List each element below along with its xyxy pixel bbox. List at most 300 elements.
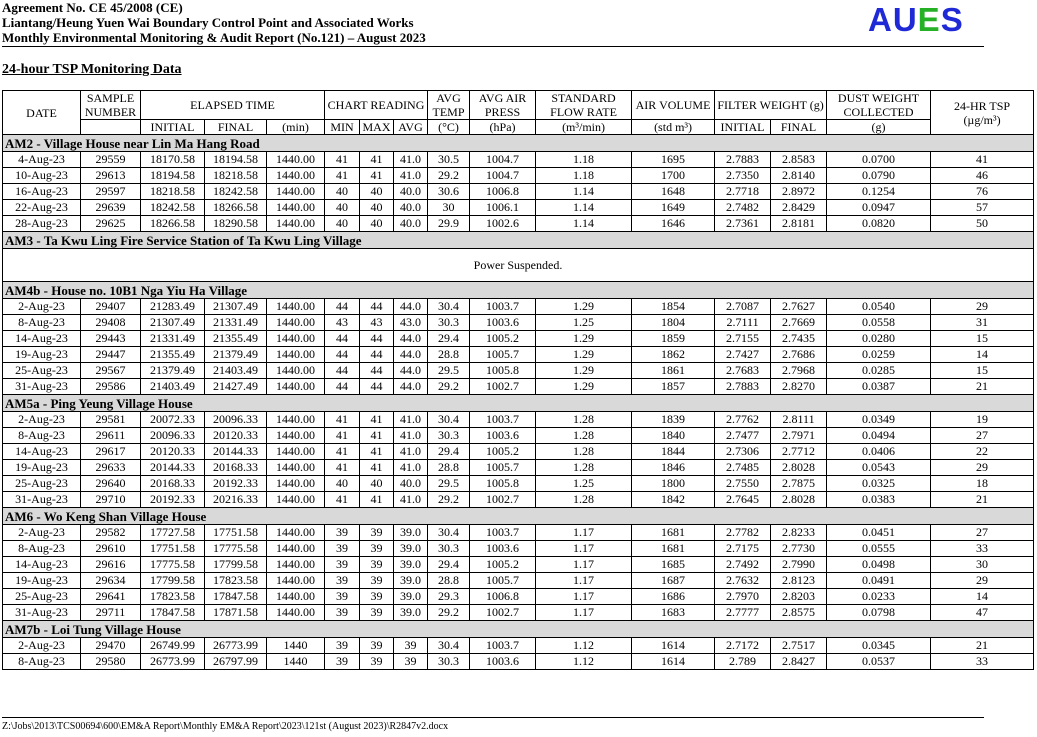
station-name: AM3 - Ta Kwu Ling Fire Service Station of Ta Kwu Ling Village — [3, 232, 1034, 249]
table-cell: 46 — [931, 168, 1034, 184]
table-cell: 43 — [360, 315, 394, 331]
station-section-header — [3, 508, 1034, 525]
table-cell: 43.0 — [394, 315, 428, 331]
table-cell: 1440.00 — [267, 589, 325, 605]
table-cell: 1859 — [632, 331, 715, 347]
table-cell: 2.7477 — [715, 428, 771, 444]
table-cell: 1842 — [632, 492, 715, 508]
table-cell: 1.28 — [536, 428, 632, 444]
table-cell: 2.7762 — [715, 412, 771, 428]
table-cell: 39 — [325, 557, 360, 573]
table-cell: 39 — [360, 525, 394, 541]
table-cell: 2.7712 — [771, 444, 827, 460]
file-path-footer: Z:\Jobs\2013\TCS00694\600\EM&A Report\Monthly EM&A Report\2023\121st (August 2023)\R2847v2.docx — [2, 721, 449, 732]
table-row — [3, 476, 1034, 492]
table-cell: 27 — [931, 525, 1034, 541]
table-row — [3, 573, 1034, 589]
table-cell: 19-Aug-23 — [3, 460, 81, 476]
station-note-row — [3, 249, 1034, 282]
table-cell: 2.7427 — [715, 347, 771, 363]
table-cell: 44 — [325, 379, 360, 395]
table-cell: 1002.7 — [470, 379, 536, 395]
table-row — [3, 184, 1034, 200]
table-cell: 39 — [360, 654, 394, 670]
table-cell: 17847.58 — [141, 605, 205, 621]
project-title: Liantang/Heung Yuen Wai Boundary Control Point and Associated Works — [2, 15, 414, 30]
table-cell: 1.12 — [536, 654, 632, 670]
table-cell: 40 — [360, 200, 394, 216]
table-cell: 29611 — [81, 428, 141, 444]
table-cell: 41 — [325, 412, 360, 428]
table-cell: 17775.58 — [141, 557, 205, 573]
table-cell: 2.7111 — [715, 315, 771, 331]
table-cell: 29567 — [81, 363, 141, 379]
table-cell: 1006.1 — [470, 200, 536, 216]
table-cell: 39.0 — [394, 557, 428, 573]
table-cell: 18 — [931, 476, 1034, 492]
table-cell: 29443 — [81, 331, 141, 347]
table-cell: 1440.00 — [267, 492, 325, 508]
table-cell: 39 — [325, 654, 360, 670]
table-cell: 39 — [360, 605, 394, 621]
table-row — [3, 168, 1034, 184]
table-cell: 39.0 — [394, 605, 428, 621]
table-cell: 76 — [931, 184, 1034, 200]
table-cell: 41.0 — [394, 492, 428, 508]
table-cell: 21307.49 — [141, 315, 205, 331]
table-cell: 0.0700 — [827, 152, 931, 168]
table-cell: 1.29 — [536, 363, 632, 379]
table-cell: 39 — [394, 638, 428, 654]
table-cell: 39.0 — [394, 589, 428, 605]
table-cell: 1.28 — [536, 492, 632, 508]
table-cell: 30.3 — [428, 428, 470, 444]
table-cell: 21283.49 — [141, 299, 205, 315]
table-cell: 1.14 — [536, 200, 632, 216]
table-row — [3, 216, 1034, 232]
table-cell: 29.4 — [428, 557, 470, 573]
table-cell: 0.0491 — [827, 573, 931, 589]
flow-unit: (m³/min) — [536, 120, 632, 135]
table-cell: 1003.7 — [470, 525, 536, 541]
table-row — [3, 299, 1034, 315]
table-cell: 2.7175 — [715, 541, 771, 557]
table-cell: 33 — [931, 541, 1034, 557]
col-minutes-unit: (min) — [267, 120, 325, 135]
table-cell: 1002.7 — [470, 605, 536, 621]
table-cell: 20168.33 — [205, 460, 267, 476]
table-cell: 20096.33 — [205, 412, 267, 428]
table-cell: 28.8 — [428, 573, 470, 589]
table-row — [3, 492, 1034, 508]
table-cell: 30.4 — [428, 412, 470, 428]
table-cell: 17751.58 — [141, 541, 205, 557]
table-cell: 1003.6 — [470, 654, 536, 670]
table-cell: 29580 — [81, 654, 141, 670]
table-cell: 1649 — [632, 200, 715, 216]
table-cell: 30 — [428, 200, 470, 216]
table-cell: 18242.58 — [205, 184, 267, 200]
table-cell: 1440.00 — [267, 444, 325, 460]
filter-initial: INITIAL — [715, 120, 771, 135]
table-cell: 20192.33 — [205, 476, 267, 492]
table-cell: 1.17 — [536, 557, 632, 573]
table-cell: 17799.58 — [205, 557, 267, 573]
table-cell: 30.4 — [428, 299, 470, 315]
table-cell: 2-Aug-23 — [3, 525, 81, 541]
table-cell: 1685 — [632, 557, 715, 573]
table-cell: 1005.7 — [470, 347, 536, 363]
table-cell: 29616 — [81, 557, 141, 573]
table-row — [3, 331, 1034, 347]
station-note: Power Suspended. — [3, 249, 1034, 282]
station-name: AM6 - Wo Keng Shan Village House — [3, 508, 1034, 525]
table-cell: 0.0349 — [827, 412, 931, 428]
table-cell: 29.2 — [428, 379, 470, 395]
table-cell: 1.29 — [536, 331, 632, 347]
table-cell: 30.3 — [428, 541, 470, 557]
table-cell: 47 — [931, 605, 1034, 621]
table-cell: 41 — [325, 492, 360, 508]
col-filter-weight: FILTER WEIGHT (g) — [715, 91, 827, 120]
table-cell: 2-Aug-23 — [3, 412, 81, 428]
table-cell: 1005.8 — [470, 476, 536, 492]
table-cell: 1440.00 — [267, 168, 325, 184]
table-cell: 17871.58 — [205, 605, 267, 621]
table-cell: 1440.00 — [267, 412, 325, 428]
table-cell: 41.0 — [394, 428, 428, 444]
table-cell: 1440.00 — [267, 557, 325, 573]
table-cell: 41.0 — [394, 460, 428, 476]
station-name: AM7b - Loi Tung Village House — [3, 621, 1034, 638]
table-cell: 1839 — [632, 412, 715, 428]
col-chart-reading: CHART READING — [325, 91, 428, 120]
table-row — [3, 460, 1034, 476]
table-cell: 41 — [325, 152, 360, 168]
table-cell: 1.28 — [536, 460, 632, 476]
table-cell: 0.0558 — [827, 315, 931, 331]
table-cell: 1.18 — [536, 152, 632, 168]
table-cell: 4-Aug-23 — [3, 152, 81, 168]
station-section-header — [3, 135, 1034, 152]
table-cell: 39 — [325, 573, 360, 589]
table-cell: 2.7485 — [715, 460, 771, 476]
table-cell: 33 — [931, 654, 1034, 670]
col-24hr-tsp: 24-HR TSP (µg/m³) — [931, 91, 1034, 135]
col-air-volume: AIR VOLUME — [632, 91, 715, 120]
table-cell: 29 — [931, 573, 1034, 589]
table-cell: 39 — [360, 573, 394, 589]
table-cell: 18242.58 — [141, 200, 205, 216]
table-cell: 2.8203 — [771, 589, 827, 605]
table-cell: 2.7686 — [771, 347, 827, 363]
table-cell: 20216.33 — [205, 492, 267, 508]
table-cell: 1687 — [632, 573, 715, 589]
table-cell: 40.0 — [394, 216, 428, 232]
table-cell: 1440.00 — [267, 379, 325, 395]
table-cell: 8-Aug-23 — [3, 315, 81, 331]
table-cell: 21307.49 — [205, 299, 267, 315]
table-cell: 41.0 — [394, 152, 428, 168]
table-cell: 40 — [360, 216, 394, 232]
volume-unit: (std m³) — [632, 120, 715, 135]
table-cell: 17775.58 — [205, 541, 267, 557]
table-cell: 21379.49 — [205, 347, 267, 363]
table-cell: 21331.49 — [141, 331, 205, 347]
table-cell: 29710 — [81, 492, 141, 508]
table-cell: 41.0 — [394, 412, 428, 428]
table-cell: 21 — [931, 492, 1034, 508]
table-cell: 20168.33 — [141, 476, 205, 492]
table-cell: 19-Aug-23 — [3, 347, 81, 363]
table-cell: 39 — [360, 557, 394, 573]
table-cell: 29641 — [81, 589, 141, 605]
table-cell: 2.8972 — [771, 184, 827, 200]
table-cell: 40 — [325, 476, 360, 492]
table-cell: 2.8028 — [771, 460, 827, 476]
table-cell: 40 — [360, 184, 394, 200]
table-cell: 57 — [931, 200, 1034, 216]
table-cell: 40.0 — [394, 476, 428, 492]
table-row — [3, 200, 1034, 216]
col-standard-flow-rate: STANDARD FLOW RATE — [536, 91, 632, 120]
table-cell: 2.7350 — [715, 168, 771, 184]
table-cell: 39 — [360, 638, 394, 654]
table-cell: 31-Aug-23 — [3, 492, 81, 508]
table-cell: 39 — [325, 541, 360, 557]
table-cell: 1440.00 — [267, 363, 325, 379]
table-cell: 44.0 — [394, 299, 428, 315]
table-cell: 0.0406 — [827, 444, 931, 460]
table-cell: 0.0555 — [827, 541, 931, 557]
table-cell: 2.8233 — [771, 525, 827, 541]
table-cell: 1614 — [632, 638, 715, 654]
table-cell: 44 — [325, 363, 360, 379]
col-avg-temp: AVG TEMP — [428, 91, 470, 120]
table-cell: 0.0790 — [827, 168, 931, 184]
filter-final: FINAL — [771, 120, 827, 135]
station-name: AM4b - House no. 10B1 Nga Yiu Ha Village — [3, 282, 1034, 299]
table-cell: 2.7718 — [715, 184, 771, 200]
table-cell: 2.8583 — [771, 152, 827, 168]
table-cell: 29610 — [81, 541, 141, 557]
table-cell: 21403.49 — [141, 379, 205, 395]
table-cell: 2.7730 — [771, 541, 827, 557]
temp-unit: (°C) — [428, 120, 470, 135]
table-cell: 14 — [931, 589, 1034, 605]
table-cell: 44.0 — [394, 363, 428, 379]
table-cell: 20120.33 — [141, 444, 205, 460]
table-cell: 0.0345 — [827, 638, 931, 654]
table-cell: 28-Aug-23 — [3, 216, 81, 232]
table-cell: 17847.58 — [205, 589, 267, 605]
table-cell: 1800 — [632, 476, 715, 492]
table-cell: 41 — [325, 444, 360, 460]
table-cell: 41 — [360, 444, 394, 460]
table-cell: 30.5 — [428, 152, 470, 168]
table-cell: 29.5 — [428, 476, 470, 492]
table-cell: 20144.33 — [141, 460, 205, 476]
table-cell: 2.7883 — [715, 379, 771, 395]
table-cell: 25-Aug-23 — [3, 363, 81, 379]
table-cell: 1005.7 — [470, 460, 536, 476]
table-cell: 8-Aug-23 — [3, 428, 81, 444]
table-cell: 1440.00 — [267, 299, 325, 315]
table-cell: 44 — [360, 347, 394, 363]
table-row — [3, 315, 1034, 331]
table-cell: 1440.00 — [267, 476, 325, 492]
table-cell: 40.0 — [394, 184, 428, 200]
table-row — [3, 525, 1034, 541]
table-cell: 1440.00 — [267, 216, 325, 232]
table-cell: 30.6 — [428, 184, 470, 200]
table-cell: 2.7683 — [715, 363, 771, 379]
table-cell: 1804 — [632, 315, 715, 331]
table-cell: 19 — [931, 412, 1034, 428]
table-cell: 2.8181 — [771, 216, 827, 232]
table-cell: 41 — [325, 168, 360, 184]
table-cell: 16-Aug-23 — [3, 184, 81, 200]
table-cell: 31 — [931, 315, 1034, 331]
table-cell: 1.28 — [536, 412, 632, 428]
table-cell: 2.7669 — [771, 315, 827, 331]
table-cell: 2-Aug-23 — [3, 299, 81, 315]
table-cell: 44.0 — [394, 379, 428, 395]
table-cell: 1614 — [632, 654, 715, 670]
table-cell: 1004.7 — [470, 168, 536, 184]
table-cell: 39.0 — [394, 573, 428, 589]
table-cell: 29407 — [81, 299, 141, 315]
table-cell: 2.8427 — [771, 654, 827, 670]
table-cell: 1.14 — [536, 184, 632, 200]
table-cell: 1861 — [632, 363, 715, 379]
table-cell: 1003.6 — [470, 541, 536, 557]
table-cell: 18194.58 — [205, 152, 267, 168]
table-cell: 1440.00 — [267, 525, 325, 541]
table-cell: 0.0798 — [827, 605, 931, 621]
table-cell: 40 — [360, 476, 394, 492]
page-title: 24-hour TSP Monitoring Data — [2, 62, 182, 77]
table-cell: 1440.00 — [267, 573, 325, 589]
table-cell: 0.0494 — [827, 428, 931, 444]
table-row — [3, 347, 1034, 363]
table-cell: 41 — [360, 152, 394, 168]
table-cell: 39 — [394, 654, 428, 670]
table-cell: 29470 — [81, 638, 141, 654]
table-cell: 40 — [325, 200, 360, 216]
table-cell: 1700 — [632, 168, 715, 184]
table-cell: 0.0451 — [827, 525, 931, 541]
table-cell: 29625 — [81, 216, 141, 232]
table-cell: 29559 — [81, 152, 141, 168]
table-cell: 29.2 — [428, 168, 470, 184]
dust-unit: (g) — [827, 120, 931, 135]
table-row — [3, 363, 1034, 379]
table-cell: 1440.00 — [267, 200, 325, 216]
table-cell: 1.12 — [536, 638, 632, 654]
table-cell: 27 — [931, 428, 1034, 444]
press-unit: (hPa) — [470, 120, 536, 135]
table-cell: 0.0383 — [827, 492, 931, 508]
col-avg: AVG — [394, 120, 428, 135]
table-row — [3, 541, 1034, 557]
table-cell: 1846 — [632, 460, 715, 476]
table-cell: 2.8140 — [771, 168, 827, 184]
table-cell: 2.7550 — [715, 476, 771, 492]
col-sample-number: SAMPLE NUMBER — [81, 91, 141, 120]
station-section-header — [3, 232, 1034, 249]
table-cell: 1006.8 — [470, 589, 536, 605]
table-cell: 2.8123 — [771, 573, 827, 589]
table-cell: 29.9 — [428, 216, 470, 232]
table-cell: 1.28 — [536, 444, 632, 460]
table-cell: 21 — [931, 379, 1034, 395]
table-cell: 14-Aug-23 — [3, 331, 81, 347]
table-cell: 50 — [931, 216, 1034, 232]
table-cell: 39 — [360, 541, 394, 557]
table-cell: 1857 — [632, 379, 715, 395]
table-cell: 29586 — [81, 379, 141, 395]
table-cell: 31-Aug-23 — [3, 379, 81, 395]
table-cell: 0.0947 — [827, 200, 931, 216]
table-cell: 17823.58 — [205, 573, 267, 589]
table-cell: 29633 — [81, 460, 141, 476]
table-cell: 1.29 — [536, 347, 632, 363]
table-cell: 1440.00 — [267, 347, 325, 363]
table-cell: 44 — [325, 331, 360, 347]
table-cell: 44.0 — [394, 331, 428, 347]
station-section-header — [3, 395, 1034, 412]
tsp-data-table — [2, 90, 1034, 670]
table-cell: 29.5 — [428, 363, 470, 379]
table-cell: 29.3 — [428, 589, 470, 605]
table-cell: 30.4 — [428, 525, 470, 541]
table-cell: 40 — [325, 216, 360, 232]
table-cell: 10-Aug-23 — [3, 168, 81, 184]
table-cell: 1440.00 — [267, 152, 325, 168]
table-cell: 0.0540 — [827, 299, 931, 315]
table-cell: 39.0 — [394, 525, 428, 541]
table-cell: 30.4 — [428, 638, 470, 654]
table-cell: 21379.49 — [141, 363, 205, 379]
table-cell: 29 — [931, 299, 1034, 315]
col-elapsed-time: ELAPSED TIME — [141, 91, 325, 120]
table-cell: 2.8028 — [771, 492, 827, 508]
station-name: AM2 - Village House near Lin Ma Hang Road — [3, 135, 1034, 152]
table-row — [3, 654, 1034, 670]
table-cell: 1.17 — [536, 525, 632, 541]
table-cell: 0.0543 — [827, 460, 931, 476]
table-cell: 1.29 — [536, 379, 632, 395]
table-cell: 1003.7 — [470, 638, 536, 654]
table-cell: 26749.99 — [141, 638, 205, 654]
table-cell: 1440.00 — [267, 184, 325, 200]
table-cell: 1003.6 — [470, 315, 536, 331]
table-cell: 41 — [360, 412, 394, 428]
table-cell: 39 — [325, 638, 360, 654]
table-cell: 25-Aug-23 — [3, 476, 81, 492]
table-cell: 21403.49 — [205, 363, 267, 379]
table-cell: 21355.49 — [205, 331, 267, 347]
table-cell: 29 — [931, 460, 1034, 476]
table-cell: 17823.58 — [141, 589, 205, 605]
table-cell: 1005.2 — [470, 557, 536, 573]
table-cell: 1681 — [632, 525, 715, 541]
table-cell: 14-Aug-23 — [3, 557, 81, 573]
table-cell: 20096.33 — [141, 428, 205, 444]
table-row — [3, 444, 1034, 460]
table-cell: 1.18 — [536, 168, 632, 184]
